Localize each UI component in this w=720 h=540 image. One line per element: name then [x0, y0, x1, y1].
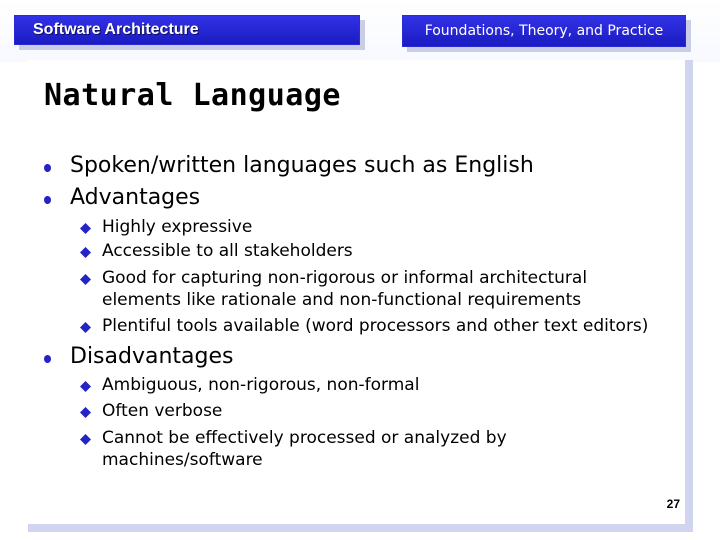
bullet-text: Advantages [70, 185, 201, 210]
sub-bullet-text: Accessible to all stakeholders [102, 241, 353, 261]
diamond-bullet-icon [80, 434, 91, 445]
sub-bullet-text: Highly expressive [102, 217, 253, 237]
header-right-title: Foundations, Theory, and Practice [424, 23, 664, 39]
diamond-bullet-icon [80, 247, 91, 258]
diamond-bullet-icon [80, 407, 91, 418]
bullet-text: Spoken/written languages such as English [70, 153, 534, 178]
sub-bullet-text: Plentiful tools available (word processors and other text editors) [102, 316, 649, 336]
circle-bullet-icon [44, 196, 51, 204]
page-number: 27 [666, 497, 680, 511]
sub-bullet-text: Ambiguous, non-rigorous, non-formal [102, 375, 420, 395]
diamond-bullet-icon [80, 381, 91, 392]
diamond-bullet-icon [80, 322, 91, 333]
frame-bottom-shadow [28, 524, 693, 532]
diamond-bullet-icon [80, 223, 91, 234]
slide-title: Natural Language [44, 78, 341, 113]
header-left-box [14, 15, 360, 45]
header-right-box [402, 15, 686, 47]
sub-bullet-text: Good for capturing non-rigorous or informal architectural [102, 268, 588, 288]
diamond-bullet-icon [80, 274, 91, 285]
frame-right-shadow [685, 60, 693, 532]
slide-header [0, 0, 720, 62]
bullet-text: Disadvantages [70, 344, 234, 369]
sub-bullet-text: elements like rationale and non-functional requirements [102, 290, 582, 310]
circle-bullet-icon [44, 355, 51, 363]
header-left-title: Software Architecture [33, 21, 199, 38]
circle-bullet-icon [44, 164, 51, 172]
sub-bullet-text: machines/software [102, 450, 263, 470]
sub-bullet-text: Often verbose [102, 401, 223, 421]
sub-bullet-text: Cannot be effectively processed or analyzed by [102, 428, 507, 448]
